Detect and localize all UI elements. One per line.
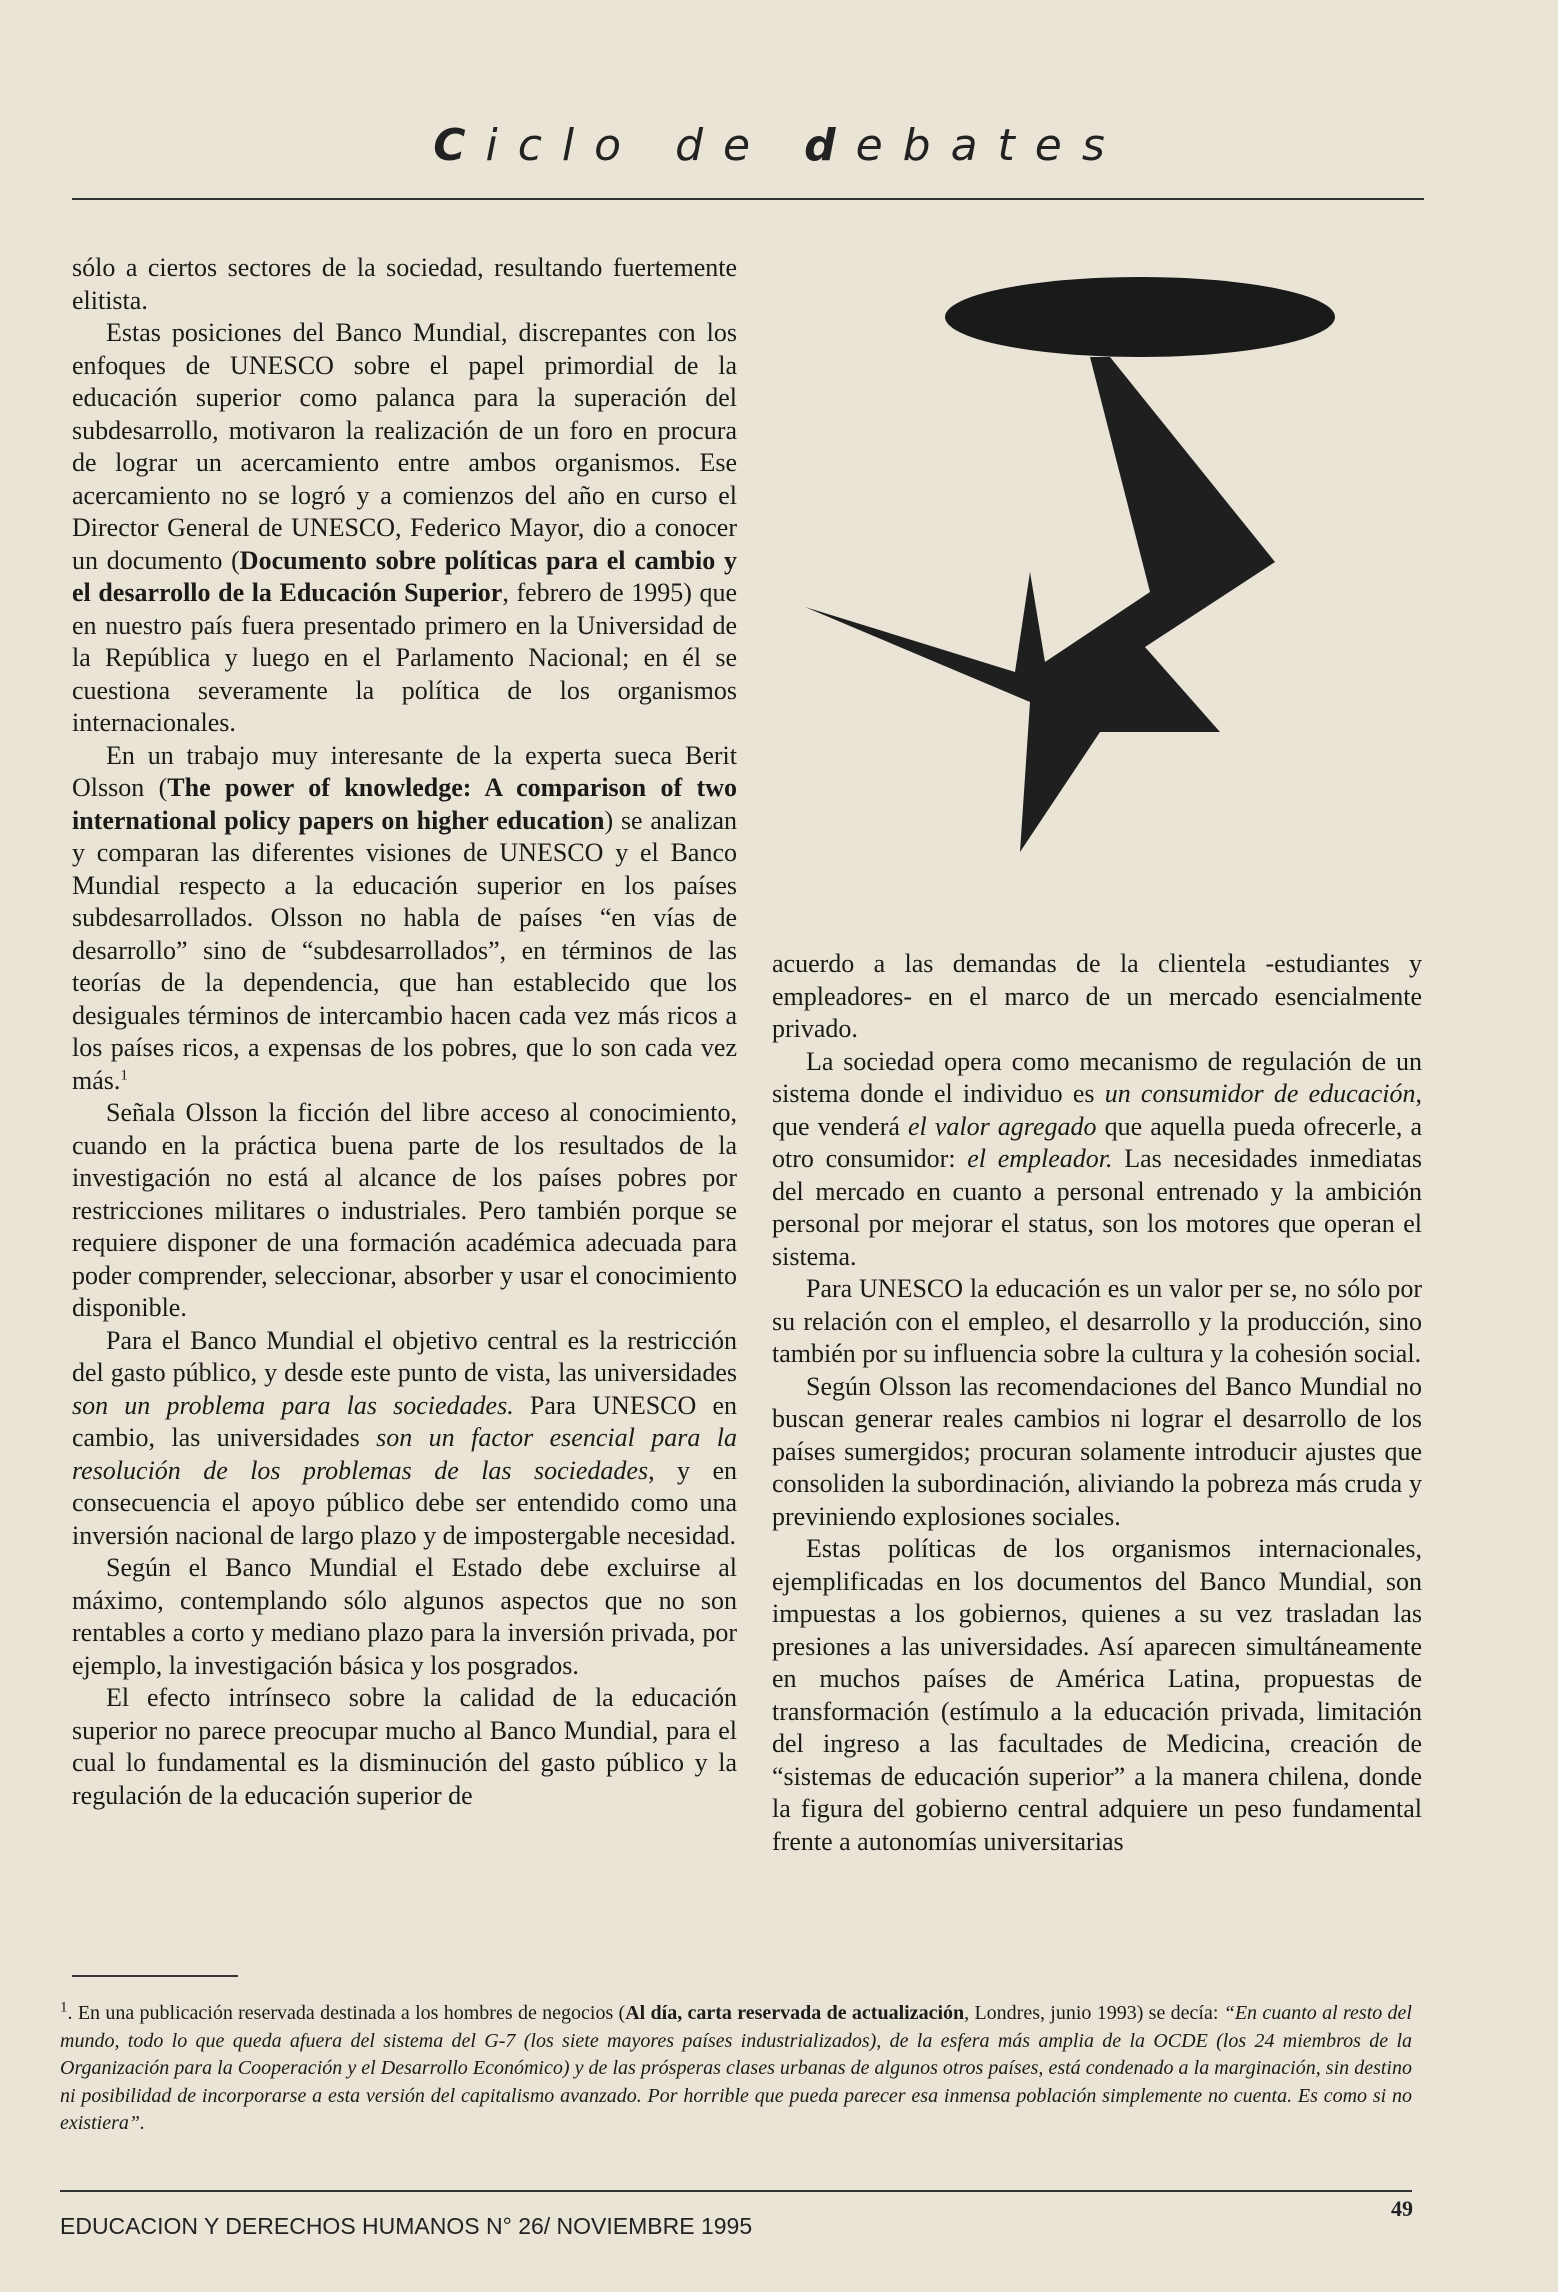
journal-footer: EDUCACION Y DERECHOS HUMANOS N° 26/ NOVIEMBRE 1995: [60, 2213, 753, 2239]
footnote-rule: [72, 1975, 238, 1977]
header-rule: [72, 198, 1424, 200]
paragraph: La sociedad opera como mecanismo de regulación de un sistema donde el individuo es un consumidor de educación, que venderá el valor agregado que aquella pueda ofrecerle, a otro consumidor: el empleador. Las necesidades inmediatas del mercado en cuanto a personal entrenado y la ambición personal por mejorar el status, son los motores que operan el sistema.: [772, 1046, 1422, 1271]
abstract-illustration: [800, 262, 1360, 902]
paragraph: Según Olsson las recomendaciones del Banco Mundial no buscan generar reales cambios ni lograr el desarrollo de los países sumergidos; procuran solamente introducir ajustes que consoliden la subordinación, aliviando la pobreza más cruda y previniendo explosiones sociales.: [772, 1371, 1422, 1531]
header-text: iclo de: [485, 120, 805, 171]
section-header: [0, 120, 1558, 171]
paragraph: sólo a ciertos sectores de la sociedad, resultando fuertemente elitista.: [72, 253, 737, 315]
paragraph: Para UNESCO la educación es un valor per se, no sólo por su relación con el empleo, el desarrollo y la producción, sino también por su influencia sobre la cultura y la cohesión social.: [772, 1274, 1422, 1368]
paragraph: Estas posiciones del Banco Mundial, discrepantes con los enfoques de UNESCO sobre el papel primordial de la educación superior como palanca para la superación del subdesarrollo, motivaron la realización de un foro en procura de lograr un acercamiento entre ambos organismos. Ese acercamiento no se logró y a comienzos del año en curso el Director General de UNESCO, Federico Mayor, dio a conocer un documento (Documento sobre políticas para el cambio y el desarrollo de la Educación Superior, febrero de 1995) que en nuestro país fuera presentado primero en la Universidad de la República y luego en el Parlamento Nacional; en él se cuestiona severamente la política de los organismos internacionales.: [72, 318, 737, 737]
paragraph: El efecto intrínseco sobre la calidad de la educación superior no parece preocupar mucho al Banco Mundial, para el cual lo fundamental es la disminución del gasto público y la regulación de la educación superior de: [72, 1683, 737, 1810]
footer-rule: [60, 2190, 1412, 2192]
paragraph: En un trabajo muy interesante de la experta sueca Berit Olsson (The power of knowledge: A comparison of two international policy papers on higher education) se analizan y comparan las diferentes visiones de UNESCO y el Banco Mundial respecto a la educación superior en los países subdesarrollados. Olsson no habla de países “en vías de desarrollo” sino de “subdesarrollados”, en términos de las teorías de la dependencia, que han establecido que los desiguales términos de intercambio hacen cada vez más ricos a los países ricos, a expensas de los pobres, que lo son cada vez más.$^1$: [72, 740, 737, 1095]
work-title: The power of knowledge: A comparison of two international policy papers on higher education: [72, 773, 737, 835]
footnote: $^1$. En una publicación reservada destinada a los hombres de negocios (Al día, carta reservada de actualización, Londres, junio 1993) se decía: “En cuanto al resto del mundo, todo lo que queda afuera del sistema del G-7 (los siete mayores países industrializados), de la esfera más amplia de la OCDE (los 24 miembros de la Organización para la Cooperación y el Desarrollo Económico) y de las prósperas clases urbanas de algunos otros países, está condenado a la marginación, sin destino ni posibilidad de incorporarse a esta versión del capitalismo avanzado. Por horrible que pueda parecer esa inmensa población simplemente no cuenta. Es como si no existiera”.: [60, 1999, 1412, 2134]
paragraph: Estas políticas de los organismos internacionales, ejemplificadas en los documentos del Banco Mundial, son impuestas a los gobiernos, quienes a su vez trasladan las presiones a las universidades. Así aparecen simultáneamente en muchos países de América Latina, propuestas de transformación (estímulo a la educación privada, limitación del ingreso a las facultades de Medicina, creación de “sistemas de educación superior” a la manera chilena, donde la figura del gobierno central adquiere un peso fundamental frente a autonomías universitarias: [772, 1534, 1422, 1856]
paragraph: Según el Banco Mundial el Estado debe excluirse al máximo, contemplando sólo algunos aspectos que no son rentables a corto y mediano plazo para la inversión privada, por ejemplo, la investigación básica y los posgrados.: [72, 1553, 737, 1680]
page-number: 49: [1391, 2196, 1413, 2221]
paragraph: Para el Banco Mundial el objetivo central es la restricción del gasto público, y desde este punto de vista, las universidades son un problema para las sociedades. Para UNESCO en cambio, las universidades son un factor esencial para la resolución de los problemas de las sociedades, y en consecuencia el apoyo público debe ser entendido como una inversión nacional de largo plazo y de impostergable necesidad.: [72, 1325, 737, 1550]
document-title: Documento sobre políticas para el cambio y el desarrollo de la Educación Superior: [72, 545, 737, 607]
paragraph: acuerdo a las demandas de la clientela -estudiantes y empleadores- en el marco de un mercado esencialmente privado.: [772, 949, 1422, 1043]
header-bold-letter: d: [804, 120, 856, 171]
footnote-number: 1: [60, 1999, 68, 2016]
footnote-marker: 1: [120, 1066, 128, 1083]
left-column: [72, 252, 737, 1812]
header-text-end: ebates: [855, 120, 1125, 171]
right-column: [772, 948, 1422, 1858]
paragraph: Señala Olsson la ficción del libre acceso al conocimiento, cuando en la práctica buena parte de los resultados de la investigación no está al alcance de los países pobres por restricciones militares o industriales. Pero también porque se requiere disponer de una formación académica adecuada para poder comprender, seleccionar, absorber y usar el conocimiento disponible.: [72, 1098, 737, 1322]
header-initial: C: [433, 120, 486, 171]
